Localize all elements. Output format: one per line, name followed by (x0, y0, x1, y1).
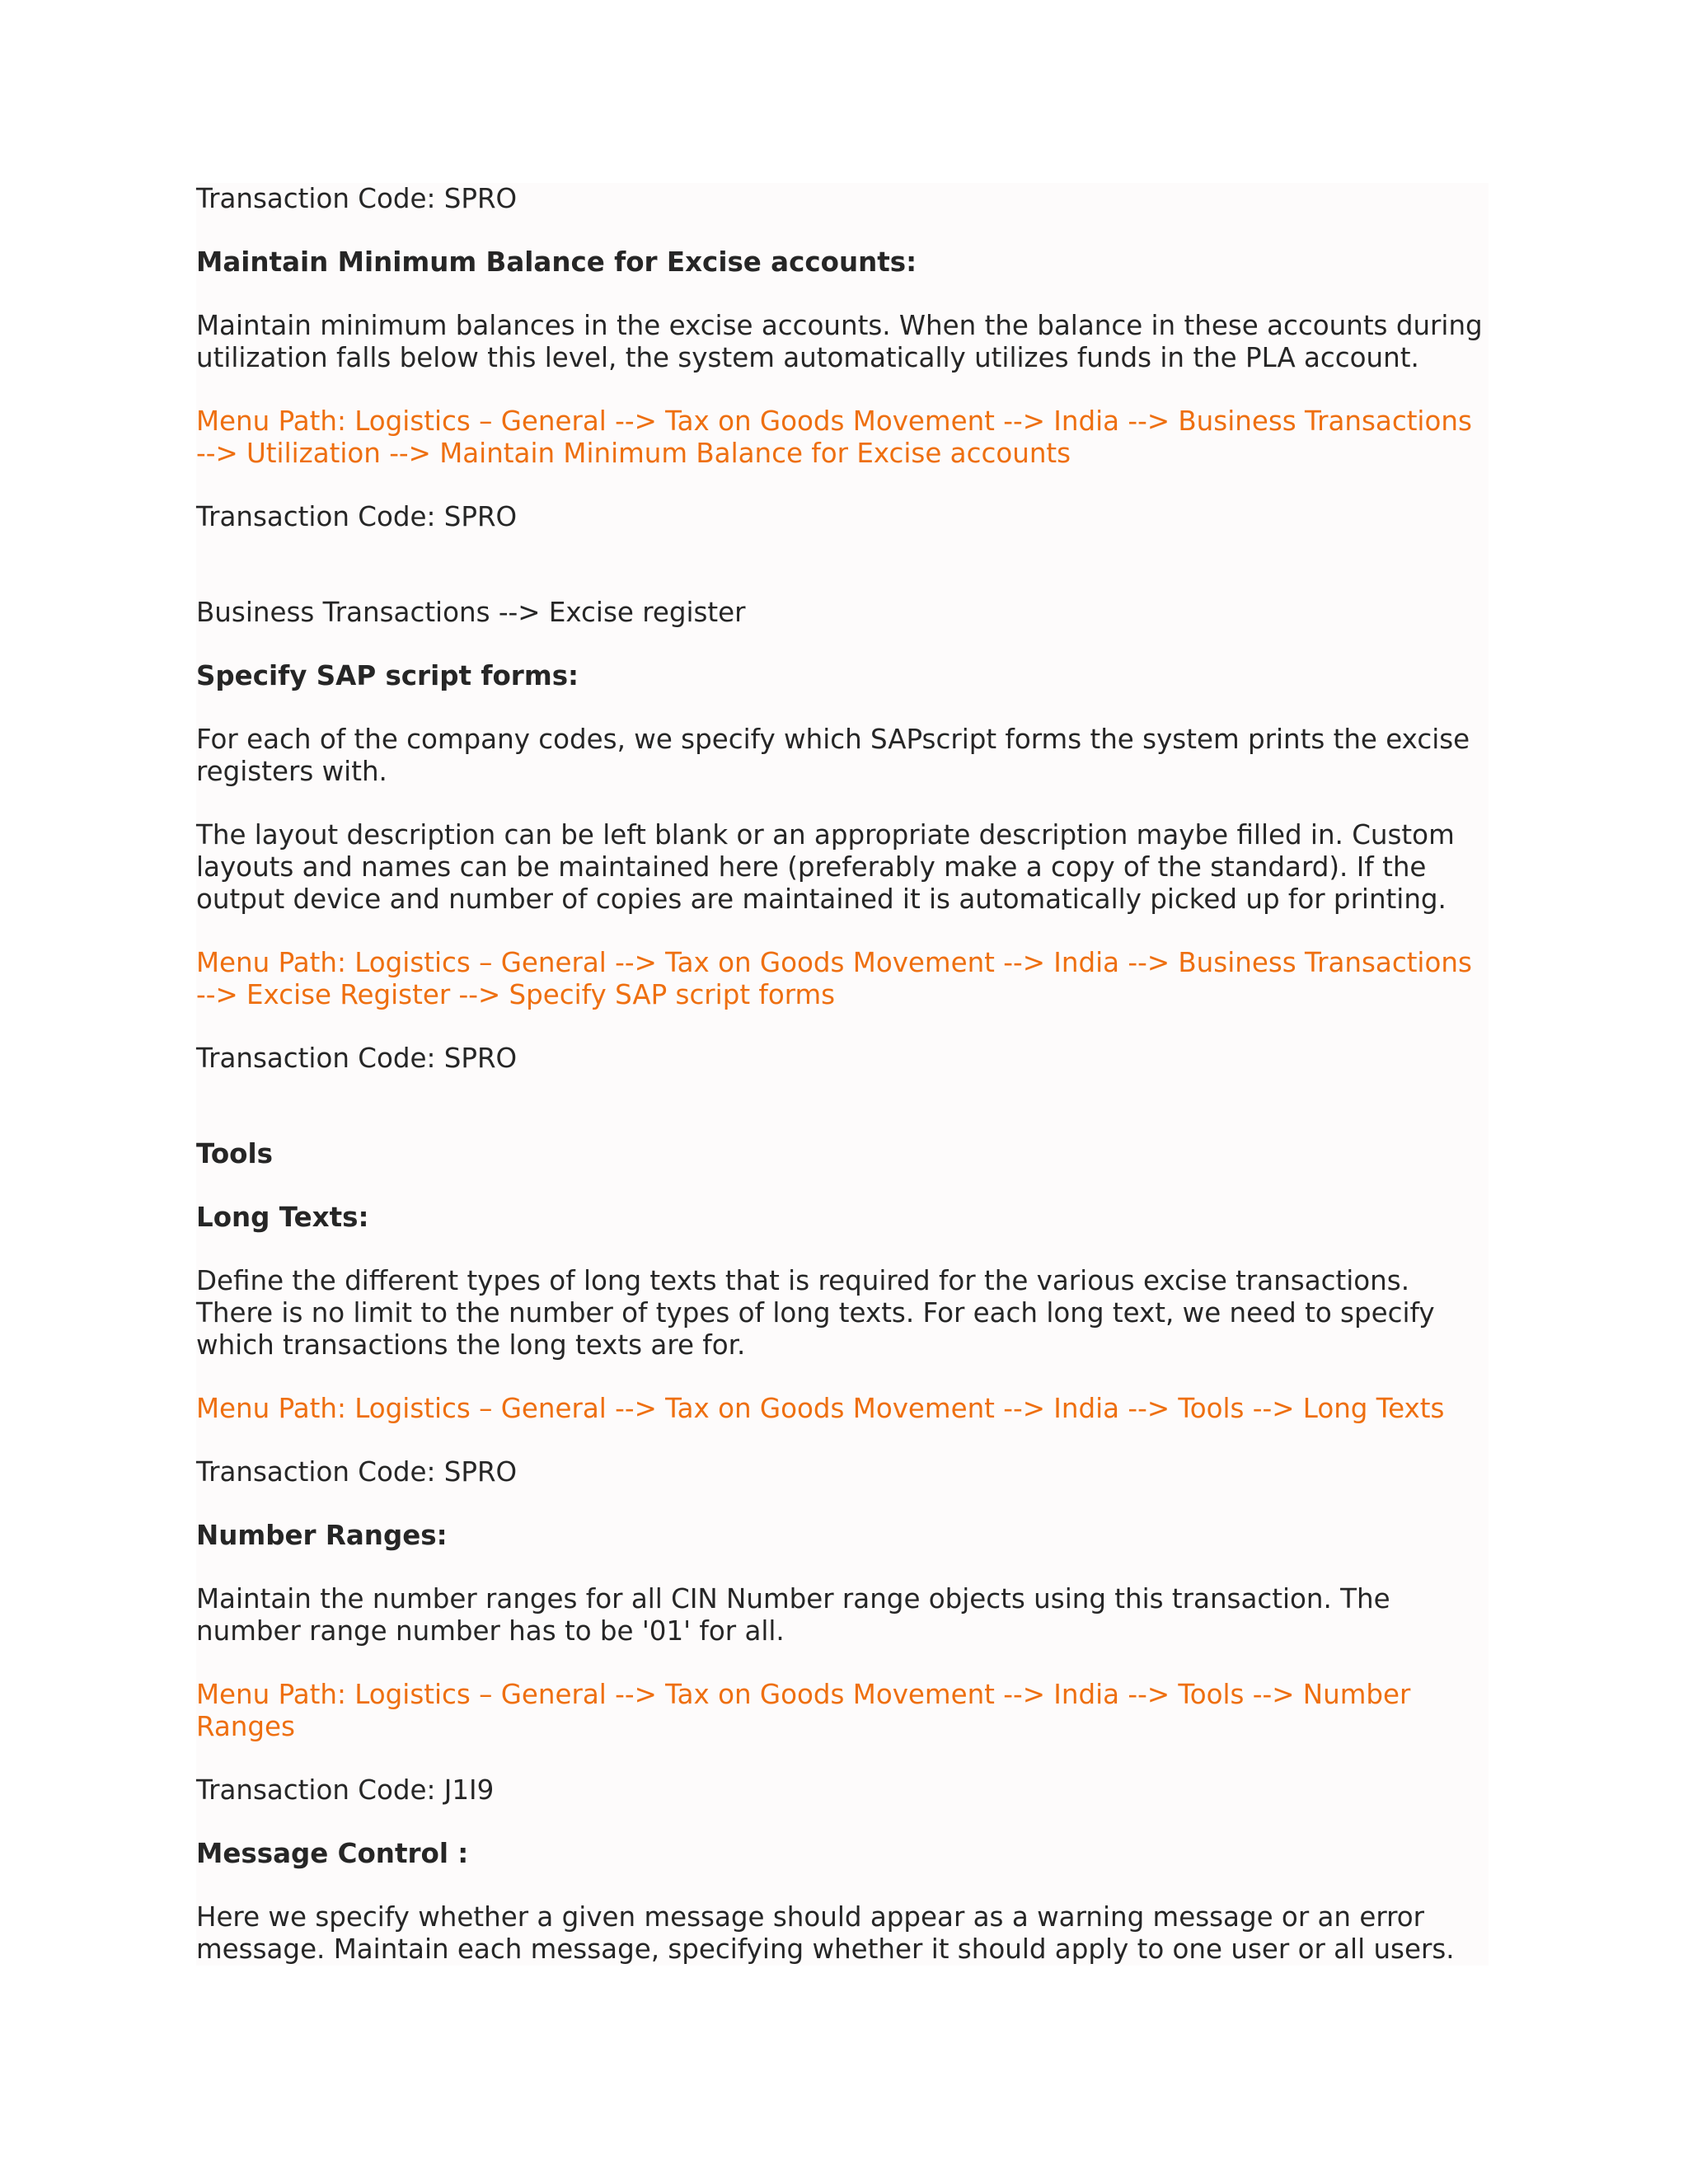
transaction-code: Transaction Code: SPRO (196, 1456, 518, 1488)
transaction-code: Transaction Code: SPRO (196, 183, 518, 214)
section-breadcrumb-excise-register: Business Transactions --> Excise register (196, 597, 746, 628)
menu-path-minimum-balance: Menu Path: Logistics – General --> Tax on Goods Movement --> India --> Business Transactions --> Utilization --> Maintain Minimum Balance for Excise accounts (196, 405, 1472, 469)
section-heading-number-ranges: Number Ranges: (196, 1520, 448, 1551)
paragraph-sap-script-forms: For each of the company codes, we specify which SAPscript forms the system prints the excise registers with. (196, 724, 1470, 787)
transaction-code: Transaction Code: J1I9 (196, 1774, 495, 1806)
document-content (196, 183, 1489, 1966)
paragraph-message-control: Here we specify whether a given message should appear as a warning message or an error message. Maintain each message, specifying whether it should apply to one user or all users. (196, 1901, 1455, 1965)
section-heading-sap-script-forms: Specify SAP script forms: (196, 660, 579, 691)
section-heading-long-texts: Long Texts: (196, 1202, 369, 1233)
section-heading-tools: Tools (196, 1138, 273, 1169)
transaction-code: Transaction Code: SPRO (196, 1043, 518, 1074)
section-heading-minimum-balance: Maintain Minimum Balance for Excise accounts: (196, 246, 917, 278)
paragraph-long-texts: Define the different types of long texts that is required for the various excise transactions. There is no limit to the number of types of long texts. For each long text, we need to specify which transactions the long texts are for. (196, 1265, 1435, 1361)
paragraph-number-ranges: Maintain the number ranges for all CIN Number range objects using this transaction. The number range number has to be '01' for all. (196, 1583, 1390, 1647)
menu-path-long-texts: Menu Path: Logistics – General --> Tax on Goods Movement --> India --> Tools --> Long Texts (196, 1393, 1445, 1424)
transaction-code: Transaction Code: SPRO (196, 501, 518, 532)
menu-path-sap-script-forms: Menu Path: Logistics – General --> Tax on Goods Movement --> India --> Business Transactions --> Excise Register --> Specify SAP script forms (196, 947, 1472, 1010)
paragraph-minimum-balance: Maintain minimum balances in the excise accounts. When the balance in these accounts during utilization falls below this level, the system automatically utilizes funds in the PLA account. (196, 310, 1483, 373)
menu-path-number-ranges: Menu Path: Logistics – General --> Tax on Goods Movement --> India --> Tools --> Number Ranges (196, 1679, 1411, 1742)
section-heading-message-control: Message Control : (196, 1838, 469, 1869)
paragraph-layout-description: The layout description can be left blank or an appropriate description maybe filled in. Custom layouts and names can be maintained here (preferably make a copy of the standard). If the output device and number of copies are maintained it is automatically picked up for printing. (196, 819, 1455, 915)
